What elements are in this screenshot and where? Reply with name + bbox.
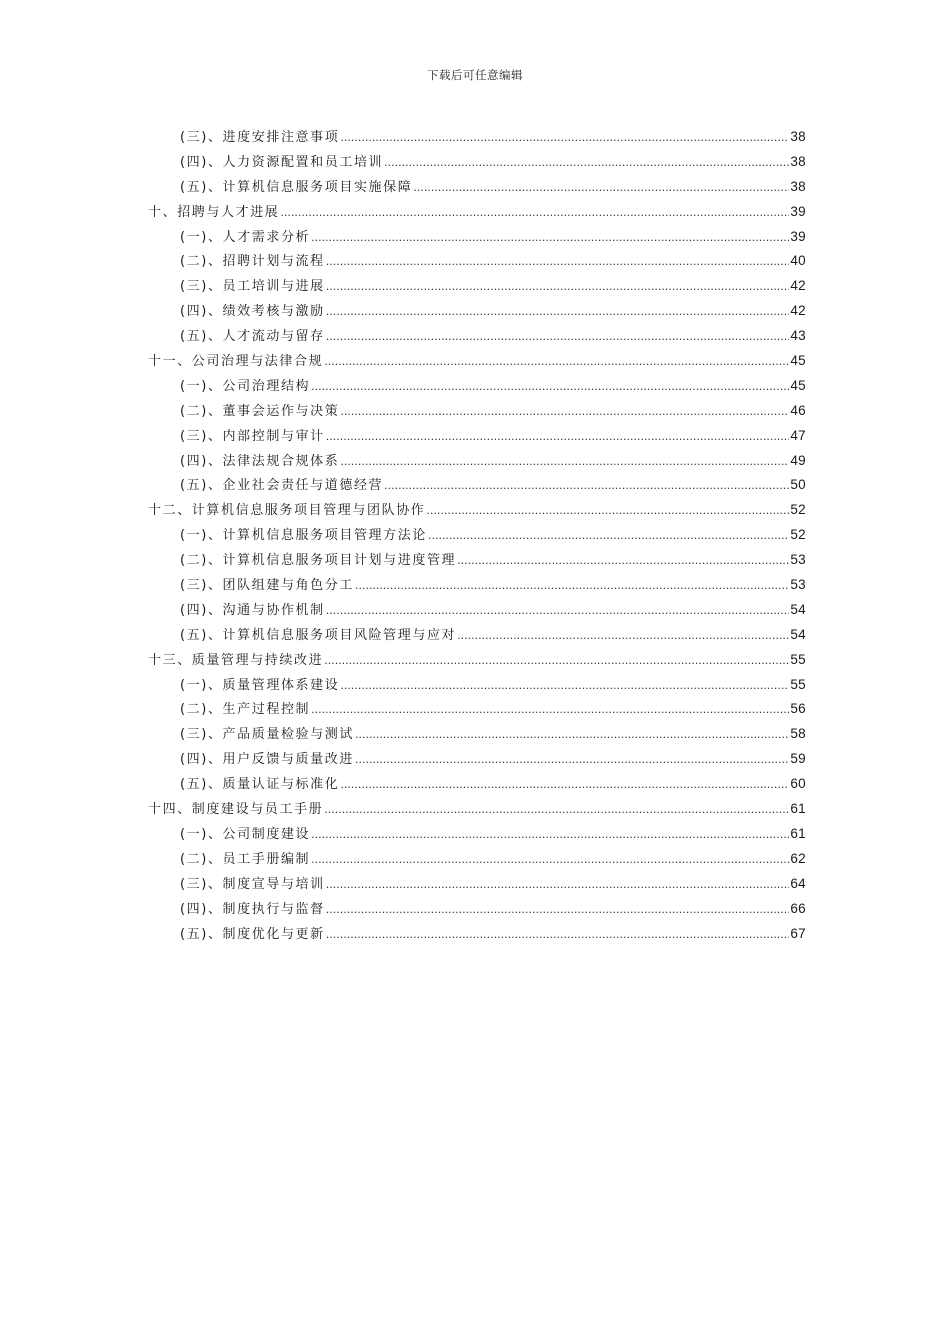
toc-section-entry[interactable] [148,176,806,201]
toc-dot-leader [311,828,789,841]
toc-dot-leader [355,753,789,766]
toc-dot-leader [326,604,790,617]
toc-entry-label: (四)、制度执行与监督 [180,901,325,917]
toc-page-number: 53 [790,552,806,568]
toc-entry-label: (一)、质量管理体系建设 [180,677,340,693]
toc-entry-label: (三)、员工培训与进展 [180,279,325,295]
toc-dot-leader [326,305,790,318]
toc-dot-leader [326,903,790,916]
toc-dot-leader [428,529,789,542]
toc-entry-label: (五)、制度优化与更新 [180,926,325,942]
toc-entry-label: (三)、制度宣导与培训 [180,876,325,892]
toc-chapter-entry[interactable] [148,201,806,226]
toc-page-number: 55 [790,651,806,667]
toc-entry-label: (四)、法律法规合规体系 [180,453,340,469]
toc-section-entry[interactable] [148,126,806,151]
toc-section-entry[interactable] [148,375,806,400]
toc-section-entry[interactable] [148,151,806,176]
toc-dot-leader [426,504,789,517]
toc-section-entry[interactable] [148,250,806,275]
toc-entry-label: (一)、人才需求分析 [180,229,311,245]
toc-entry-label: 十三、质量管理与持续改进 [148,652,324,668]
toc-section-entry[interactable] [148,574,806,599]
toc-dot-leader [311,231,789,244]
toc-entry-label: (二)、董事会运作与决策 [180,403,340,419]
toc-page-number: 60 [790,776,806,792]
toc-page-number: 53 [790,577,806,593]
toc-dot-leader [340,405,789,418]
toc-section-entry[interactable] [148,823,806,848]
toc-page-number: 42 [790,278,806,294]
toc-page-number: 61 [790,825,806,841]
toc-chapter-entry[interactable] [148,649,806,674]
toc-entry-label: (五)、质量认证与标准化 [180,777,340,793]
toc-page-number: 58 [790,726,806,742]
toc-page-number: 40 [790,253,806,269]
toc-entry-label: (二)、员工手册编制 [180,851,311,867]
toc-entry-label: (三)、进度安排注意事项 [180,130,340,145]
toc-chapter-entry[interactable] [148,499,806,524]
toc-dot-leader [324,654,789,667]
toc-page-number: 45 [790,377,806,393]
toc-entry-label: (四)、用户反馈与质量改进 [180,752,354,768]
toc-section-entry[interactable] [148,450,806,475]
toc-dot-leader [311,853,789,866]
page-header: 下载后可任意编辑 [427,68,523,82]
toc-section-entry[interactable] [148,549,806,574]
toc-entry-label: 十、招聘与人才进展 [148,204,280,220]
toc-page-number: 38 [790,178,806,194]
toc-entry-label: (四)、沟通与协作机制 [180,602,325,618]
toc-entry-label: (四)、人力资源配置和员工培训 [180,154,384,170]
toc-section-entry[interactable] [148,873,806,898]
toc-section-entry[interactable] [148,723,806,748]
toc-dot-leader [384,156,789,169]
toc-section-entry[interactable] [148,599,806,624]
toc-page-number: 67 [790,925,806,941]
toc-page-number: 49 [790,452,806,468]
toc-chapter-entry[interactable] [148,350,806,375]
toc-entry-label: 十二、计算机信息服务项目管理与团队协作 [148,503,426,519]
toc-page-number: 39 [790,203,806,219]
toc-section-entry[interactable] [148,300,806,325]
toc-section-entry[interactable] [148,848,806,873]
toc-entry-label: (三)、内部控制与审计 [180,428,325,444]
toc-entry-label: 十四、制度建设与员工手册 [148,802,324,818]
toc-dot-leader [324,803,789,816]
toc-page-number: 54 [790,601,806,617]
toc-section-entry[interactable] [148,674,806,699]
toc-dot-leader [384,479,789,492]
toc-page-number: 64 [790,875,806,891]
toc-page-number: 46 [790,402,806,418]
toc-page-number: 52 [790,527,806,543]
toc-page-number: 62 [790,850,806,866]
toc-dot-leader [326,430,790,443]
toc-section-entry[interactable] [148,226,806,251]
toc-entry-label: (二)、招聘计划与流程 [180,254,325,270]
toc-page-number: 45 [790,353,806,369]
toc-entry-label: (五)、企业社会责任与道德经营 [180,478,384,494]
toc-entry-label: (四)、绩效考核与激励 [180,304,325,320]
toc-section-entry[interactable] [148,425,806,450]
toc-entry-label: (一)、公司制度建设 [180,826,311,842]
toc-dot-leader [311,703,789,716]
toc-dot-leader [340,679,789,692]
toc-section-entry[interactable] [148,698,806,723]
toc-dot-leader [326,330,790,343]
toc-section-entry[interactable] [148,474,806,499]
toc-entry-label: (五)、计算机信息服务项目实施保障 [180,179,413,195]
toc-page-number: 59 [790,751,806,767]
toc-page-number: 54 [790,626,806,642]
toc-section-entry[interactable] [148,400,806,425]
toc-entry-label: (二)、计算机信息服务项目计划与进度管理 [180,553,457,569]
toc-dot-leader [280,206,789,219]
toc-page-number: 66 [790,900,806,916]
toc-dot-leader [355,728,789,741]
toc-page-number: 50 [790,477,806,493]
toc-dot-leader [457,554,789,567]
toc-page-number: 52 [790,502,806,518]
toc-section-entry[interactable] [148,524,806,549]
toc-entry-label: (三)、产品质量检验与测试 [180,727,354,743]
toc-entry-label: (二)、生产过程控制 [180,702,311,718]
toc-dot-leader [340,778,789,791]
toc-entry-label: (一)、公司治理结构 [180,378,311,394]
toc-page-number: 38 [790,153,806,169]
toc-entry-label: (一)、计算机信息服务项目管理方法论 [180,528,427,544]
toc-chapter-entry[interactable] [148,798,806,823]
toc-section-entry[interactable] [148,898,806,923]
toc-dot-leader [340,455,789,468]
table-of-contents [148,126,806,947]
toc-page-number: 38 [790,129,806,144]
toc-dot-leader [355,579,789,592]
toc-dot-leader [457,629,789,642]
toc-entry-label: (五)、计算机信息服务项目风险管理与应对 [180,627,457,643]
toc-dot-leader [324,355,789,368]
toc-entry-label: (五)、人才流动与留存 [180,329,325,345]
toc-dot-leader [340,131,789,144]
toc-section-entry[interactable] [148,923,806,948]
toc-page-number: 56 [790,701,806,717]
toc-dot-leader [311,380,789,393]
toc-page-number: 42 [790,303,806,319]
toc-dot-leader [413,181,789,194]
toc-page-number: 47 [790,427,806,443]
toc-section-entry[interactable] [148,275,806,300]
toc-section-entry[interactable] [148,624,806,649]
toc-dot-leader [326,280,790,293]
toc-dot-leader [326,255,790,268]
toc-entry-label: 十一、公司治理与法律合规 [148,354,324,370]
toc-dot-leader [326,928,790,941]
toc-page-number: 55 [790,676,806,692]
toc-section-entry[interactable] [148,325,806,350]
toc-section-entry[interactable] [148,748,806,773]
toc-page-number: 39 [790,228,806,244]
toc-page-number: 61 [790,801,806,817]
toc-entry-label: (三)、团队组建与角色分工 [180,578,354,594]
toc-page-number: 43 [790,328,806,344]
toc-dot-leader [326,878,790,891]
toc-section-entry[interactable] [148,773,806,798]
